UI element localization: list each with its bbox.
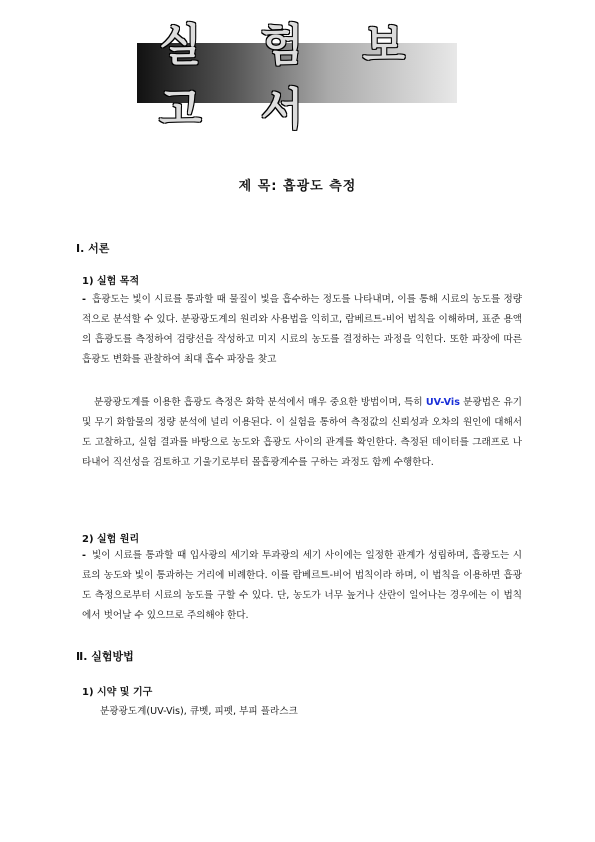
paragraph-purpose-2-text-a: 분광광도계를 이용한 흡광도 측정은 화학 분석에서 매우 중요한 방법이며, 특히: [94, 397, 426, 408]
highlight-text: UV-Vis: [425, 397, 460, 408]
paragraph-principle-text: 빛이 시료를 통과할 때 입사광의 세기와 투과광의 세기 사이에는 일정한 관계가 성립하며, 흡광도는 시료의 농도와 빛이 통과하는 거리에 비례한다. 이를 람베르트-비어 법칙이라 하며, 이 법칙을 이용하면 흡광도 측정으로부터 시료의 농도를 구할 수 있다. 단, 농도가 너무 높거나 산란이 일어나는 경우에는 이 법칙에서 벗어날 수 있으므로 주의해야 한다.: [82, 550, 522, 621]
paragraph-purpose-1-text: 흡광도는 빛이 시료를 통과할 때 물질이 빛을 흡수하는 정도를 나타내며, 이를 통해 시료의 농도를 정량적으로 분석할 수 있다. 분광광도계의 원리와 사용법을 익히고, 람베르트-비어 법칙을 이해하며, 표준 용액의 흡광도를 측정하여 검량선을 작성하고 미지 시료의 농도를 결정하는 과정을 익힌다. 또한 파장에 따른 흡광도 변화를 관찰하여 최대 흡수 파장을 찾고: [82, 294, 522, 365]
paragraph-purpose-1: [82, 290, 522, 384]
subsection-heading-purpose: 1) 실험 목적: [82, 276, 140, 287]
paragraph-principle: [82, 546, 522, 626]
subsection-heading-principle: 2) 실험 원리: [82, 534, 140, 545]
materials-list-item: 분광광도계(UV-Vis), 큐벳, 피펫, 부피 플라스크: [100, 706, 298, 717]
document-title: 실 험 보 고 서: [159, 20, 428, 135]
dash-bullet: -: [82, 550, 86, 561]
dash-bullet: -: [82, 294, 86, 305]
paragraph-purpose-2-text-b: 분광법은 유기 및 무기 화합물의 정량 분석에 널리 이용된다. 이 실험을 통하여 측정값의 신뢰성과 오차의 원인에 대해서도 고찰하고, 실험 결과를 바탕으로 농도와 흡광도 사이의 관계를 확인한다. 측정된 데이터를 그래프로 나타내어 직선성을 검토하고 기울기로부터 몰흡광계수를 구하는 과정도 함께 수행한다.: [82, 397, 522, 468]
section-heading-introduction: Ⅰ. 서론: [76, 242, 110, 255]
document-title-banner: [137, 20, 457, 135]
document-subject: 제 목: 흡광도 측정: [238, 179, 357, 194]
paragraph-purpose-2: [82, 393, 522, 493]
section-heading-method: Ⅱ. 실험방법: [76, 650, 134, 663]
subsection-heading-materials: 1) 시약 및 기구: [82, 687, 153, 698]
